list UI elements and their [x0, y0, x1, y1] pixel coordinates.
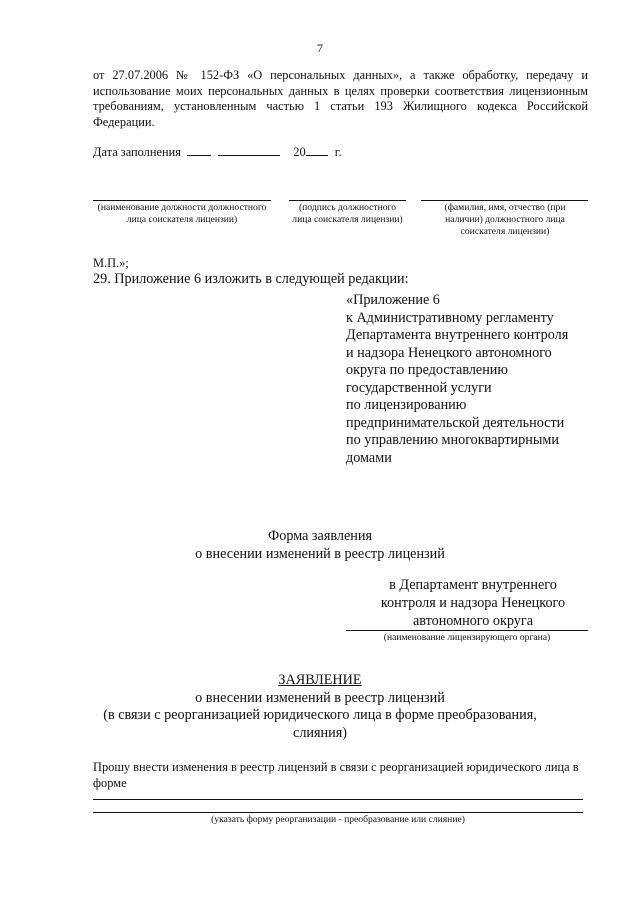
- appendix-line: по управлению многоквартирными: [346, 432, 559, 448]
- form-title-line: Форма заявления: [268, 528, 372, 544]
- year-blank: [306, 143, 328, 156]
- reorg-form-line-1: [93, 799, 583, 800]
- addressee-line: контроля и надзора Ненецкого: [380, 595, 566, 611]
- addressee-line: в Департамент внутреннего: [389, 577, 557, 593]
- fill-date-label: Дата заполнения: [93, 145, 181, 159]
- signature-caption: (подпись должностного лица соискателя лицензии): [292, 202, 403, 225]
- request-text: Прошу внести изменения в реестр лицензий в связи с реорганизацией юридического лица в форме: [93, 760, 579, 790]
- form-title-line: о внесении изменений в реестр лицензий: [195, 546, 445, 562]
- reorg-form-line-2: [93, 812, 583, 813]
- name-signature-line: [421, 200, 588, 201]
- statement-subtitle: о внесении изменений в реестр лицензий: [195, 689, 445, 706]
- position-signature-line: [93, 200, 271, 201]
- appendix-line: к Административному регламенту: [346, 309, 554, 326]
- appendix-line: Департамента внутреннего контроля: [346, 327, 569, 343]
- reorg-form-caption: (указать форму реорганизации - преобразование или слияние): [211, 814, 465, 825]
- addressee-underline: [346, 630, 588, 631]
- item-29: 29. Приложение 6 изложить в следующей редакции:: [93, 271, 409, 287]
- appendix-line: государственной услуги: [346, 379, 492, 396]
- appendix-line: и надзора Ненецкого автономного: [346, 344, 552, 361]
- appendix-line: по лицензированию: [346, 397, 467, 413]
- year-prefix: 20: [293, 145, 306, 159]
- appendix-line: «Приложение 6: [346, 292, 440, 308]
- name-caption: (фамилия, имя, отчество (при наличии) должностного лица соискателя лицензии): [444, 202, 566, 237]
- statement-subtitle: слияния): [293, 724, 347, 741]
- appendix-header: [346, 292, 596, 467]
- consent-paragraph: от 27.07.2006 № 152-ФЗ «О персональных данных», а также обработку, передачу и использование моих персональных данных в целях проверки соответствия лицензионным требованиям, установленным частью 1 статьи 193 Жилищного кодекса Российской Федерации.: [93, 68, 588, 129]
- page-number: 7: [317, 41, 323, 55]
- signature-line: [289, 200, 406, 201]
- position-caption: (наименование должности должностного лица соискателя лицензии): [97, 202, 267, 225]
- addressee-line: автономного округа: [412, 613, 534, 629]
- form-title: [0, 527, 640, 563]
- appendix-line: домами: [346, 449, 392, 466]
- stamp-place: М.П.»;: [93, 256, 129, 270]
- addressee-caption: (наименование лицензирующего органа): [383, 632, 551, 643]
- statement-title: ЗАЯВЛЕНИЕ: [278, 672, 362, 688]
- appendix-line: предпринимательской деятельности: [346, 414, 565, 431]
- statement-subtitle: (в связи с реорганизацией юридического лица в форме преобразования,: [103, 707, 537, 723]
- day-blank: [187, 143, 211, 156]
- addressee-block: [350, 576, 596, 630]
- fill-date-line: [93, 143, 342, 160]
- statement-heading: [0, 672, 640, 742]
- year-suffix: г.: [334, 145, 342, 159]
- appendix-line: округа по предоставлению: [346, 362, 508, 378]
- month-blank: [218, 143, 280, 156]
